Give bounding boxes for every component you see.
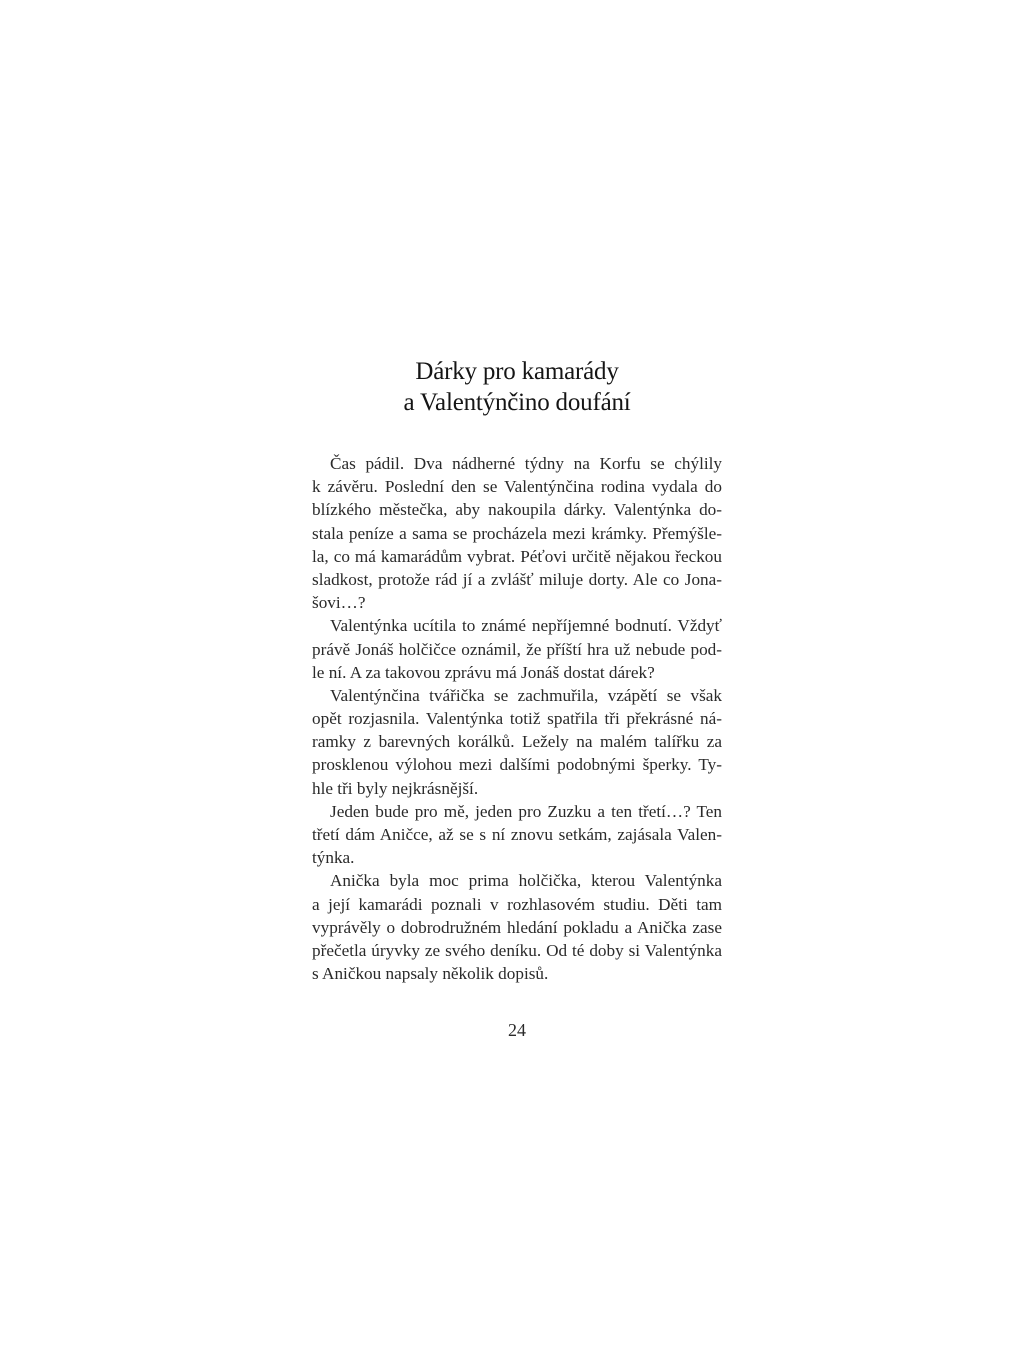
- text-line: s Aničkou napsaly několik dopisů.: [312, 964, 549, 984]
- chapter-title-line-2: a Valentýnčino doufání: [403, 389, 631, 416]
- text-line: právě Jonáš holčičce oznámil, že příští hra už nebude pod-: [312, 639, 722, 659]
- text-line: stala peníze a sama se procházela mezi krámky. Přemýšle-: [312, 523, 722, 543]
- text-line: Jeden bude pro mě, jeden pro Zuzku a ten třetí…? Ten: [330, 801, 722, 821]
- text-line: k závěru. Poslední den se Valentýnčina rodina vydala do: [312, 477, 722, 497]
- text-line: prosklenou výlohou mezi dalšími podobnými šperky. Ty-: [312, 755, 722, 775]
- paragraph-1: [312, 452, 722, 614]
- text-line: Čas pádil. Dva nádherné týdny na Korfu se chýlily: [330, 454, 722, 473]
- text-line: přečetla úryvky ze svého deníku. Od té doby si Valentýnka: [312, 940, 722, 960]
- paragraph-4: [312, 800, 722, 870]
- text-line: la, co má kamarádům vybrat. Péťovi určitě nějakou řeckou: [312, 546, 722, 566]
- paragraph-5: [312, 869, 722, 985]
- text-line: šovi…?: [312, 593, 366, 613]
- text-line: týnka.: [312, 848, 355, 868]
- text-line: le ní. A za takovou zprávu má Jonáš dostat dárek?: [312, 662, 655, 682]
- body-text: [312, 452, 722, 985]
- chapter-title: [312, 356, 722, 418]
- text-line: ramky z barevných korálků. Ležely na malém talířku za: [312, 732, 722, 752]
- text-line: vyprávěly o dobrodružném hledání pokladu a Anička zase: [312, 917, 722, 937]
- text-line: a její kamarádi poznali v rozhlasovém studiu. Děti tam: [312, 894, 722, 914]
- text-line: Valentýnka ucítila to známé nepříjemné bodnutí. Vždyť: [330, 616, 722, 636]
- text-line: blízkého městečka, aby nakoupila dárky. Valentýnka do-: [312, 500, 722, 520]
- page-number: 24: [508, 1020, 526, 1040]
- paragraph-3: [312, 684, 722, 800]
- text-line: opět rozjasnila. Valentýnka totiž spatřila tři překrásné ná-: [312, 709, 722, 729]
- text-line: Valentýnčina tvářička se zachmuřila, vzápětí se však: [330, 685, 722, 705]
- text-line: sladkost, protože rád jí a zvlášť miluje dorty. Ale co Jona-: [312, 569, 722, 589]
- text-line: třetí dám Aničce, až se s ní znovu setkám, zajásala Valen-: [312, 825, 722, 844]
- text-line: hle tři byly nejkrásnější.: [312, 778, 479, 798]
- paragraph-2: [312, 614, 722, 684]
- chapter-title-line-1: Dárky pro kamarády: [415, 358, 619, 385]
- text-line: Anička byla moc prima holčička, kterou Valentýnka: [330, 871, 722, 891]
